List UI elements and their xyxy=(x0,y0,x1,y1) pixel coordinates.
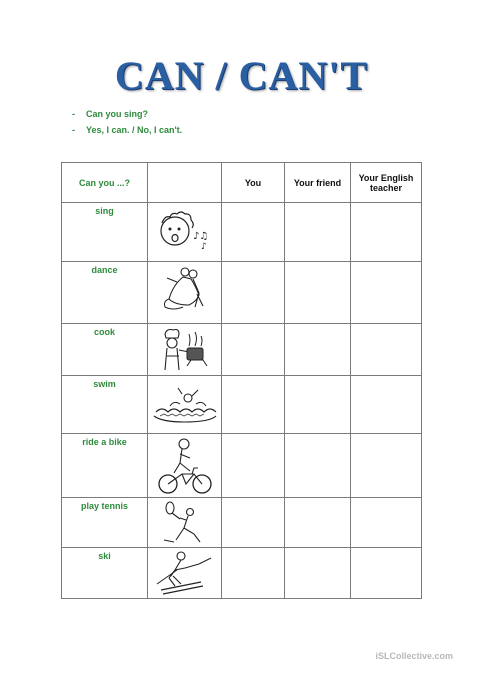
answer-you[interactable] xyxy=(222,262,285,324)
survey-table xyxy=(61,162,422,599)
table-row xyxy=(62,498,422,548)
answer-teacher[interactable] xyxy=(351,262,422,324)
swimmer-icon xyxy=(148,376,222,434)
verb-label: ski xyxy=(62,548,148,599)
table-row xyxy=(62,548,422,599)
table-row xyxy=(62,434,422,498)
answer-you[interactable] xyxy=(222,324,285,376)
svg-text:♪♫: ♪♫ xyxy=(192,231,208,242)
answer-teacher[interactable] xyxy=(351,548,422,599)
cook-icon xyxy=(148,324,222,376)
page-title: CAN / CAN'T xyxy=(114,53,369,98)
verb-label: dance xyxy=(62,262,148,324)
table-row xyxy=(62,203,422,262)
verb-label: play tennis xyxy=(62,498,148,548)
table-row xyxy=(62,262,422,324)
cyclist-icon xyxy=(148,434,222,498)
header-friend: Your friend xyxy=(285,163,351,203)
skier-icon xyxy=(148,548,222,599)
header-row xyxy=(62,163,422,203)
answer-friend[interactable] xyxy=(285,203,351,262)
verb-label: ride a bike xyxy=(62,434,148,498)
dialog-question-text: Can you sing? xyxy=(86,109,149,119)
dialog-answer-text: Yes, I can. / No, I can't. xyxy=(86,125,183,135)
verb-label: swim xyxy=(62,376,148,434)
answer-friend[interactable] xyxy=(285,548,351,599)
bullet-dash: - xyxy=(72,125,75,135)
table-row xyxy=(62,324,422,376)
dialog-answer xyxy=(72,125,182,135)
answer-you[interactable] xyxy=(222,548,285,599)
answer-friend[interactable] xyxy=(285,434,351,498)
answer-you[interactable] xyxy=(222,203,285,262)
bullet-dash: - xyxy=(72,109,75,119)
dialog-question xyxy=(72,109,148,119)
answer-teacher[interactable] xyxy=(351,203,422,262)
dancing-couple-icon xyxy=(148,262,222,324)
verb-label: sing xyxy=(62,203,148,262)
tennis-player-icon xyxy=(148,498,222,548)
header-teacher: Your English teacher xyxy=(351,163,422,203)
header-picture xyxy=(148,163,222,203)
singing-face-icon xyxy=(148,203,222,262)
answer-friend[interactable] xyxy=(285,376,351,434)
answer-you[interactable] xyxy=(222,434,285,498)
answer-teacher[interactable] xyxy=(351,324,422,376)
verb-label: cook xyxy=(62,324,148,376)
svg-text:♪: ♪ xyxy=(200,242,207,252)
answer-friend[interactable] xyxy=(285,324,351,376)
answer-you[interactable] xyxy=(222,376,285,434)
answer-teacher[interactable] xyxy=(351,376,422,434)
answer-you[interactable] xyxy=(222,498,285,548)
answer-friend[interactable] xyxy=(285,262,351,324)
table-row xyxy=(62,376,422,434)
header-activity: Can you ...? xyxy=(62,163,148,203)
answer-friend[interactable] xyxy=(285,498,351,548)
answer-teacher[interactable] xyxy=(351,498,422,548)
watermark: iSLCollective.com xyxy=(375,651,453,661)
answer-teacher[interactable] xyxy=(351,434,422,498)
header-you: You xyxy=(222,163,285,203)
